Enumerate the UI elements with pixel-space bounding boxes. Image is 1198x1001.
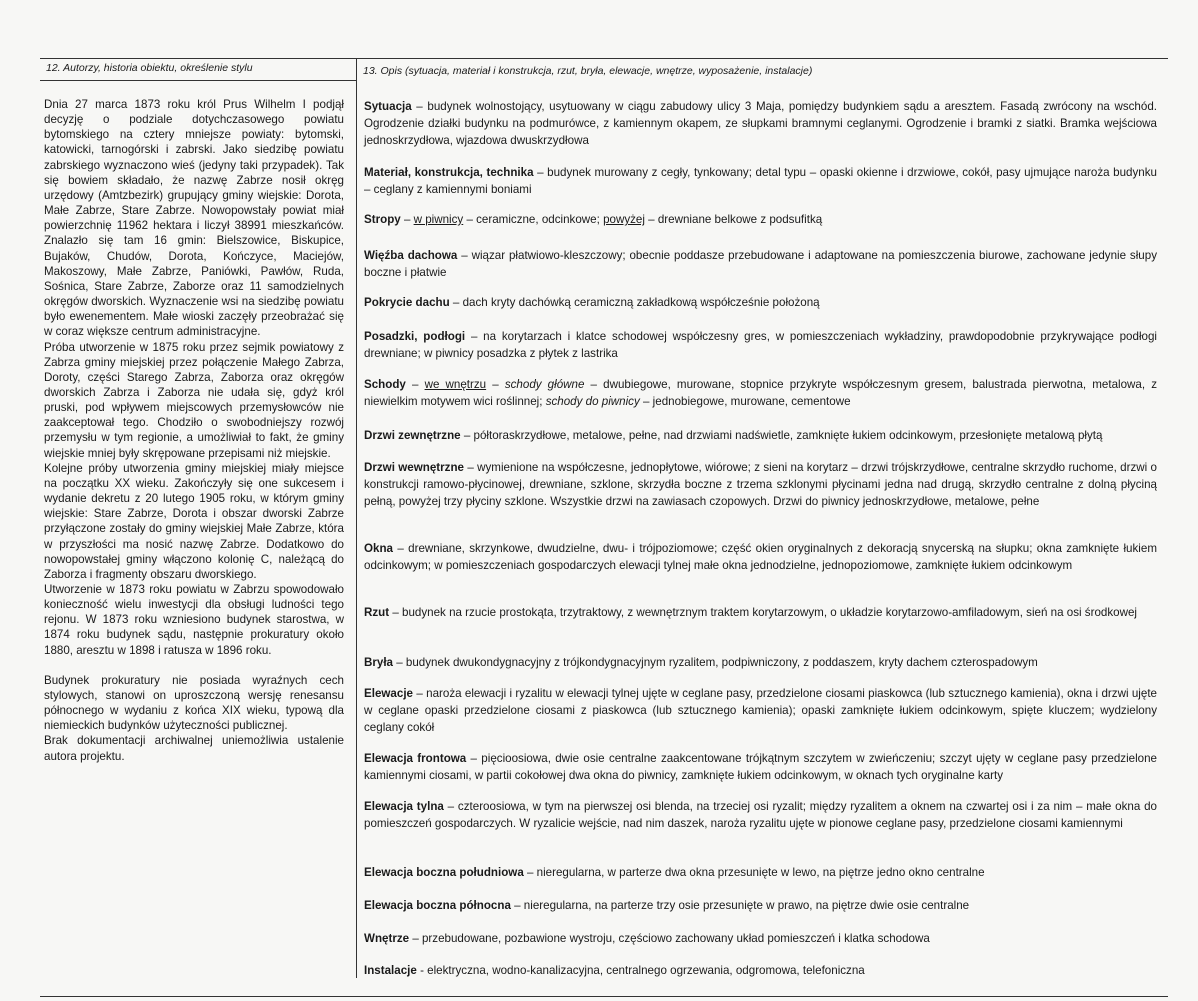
section-elewacja-tylna (364, 798, 1157, 832)
section-text: - elektryczna, wodno-kanalizacyjna, centralnego ogrzewania, odgromowa, telefoniczna (416, 964, 865, 977)
section-text: – czteroosiowa, w tym na pierwszej osi blenda, na trzeciej osi ryzalit; między ryzalitem a oknem na czwartej osi i za nim – małe okna do pomieszczeń gospodarczych. W ryzalicie wejście, nad nim daszek, naroża ryzalitu ujęte w pionowe ceglane pasy, przedzielone ciosami kamiennymi (364, 800, 1157, 830)
section-title: Rzut (364, 606, 390, 619)
section-text: – budynek dwukondygnacyjny z trójkondygnacyjnym ryzalitem, podpiwniczony, z poddaszem, kryty dachem czterospadowym (393, 656, 1038, 669)
section-rzut (364, 604, 1157, 621)
section-title: Więźba dachowa (364, 249, 458, 262)
section-title: Sytuacja (364, 100, 412, 113)
section-text: – półtoraskrzydłowe, metalowe, pełne, nad drzwiami nadświetle, zamknięte łukiem odcinkowym, przesłonięte metalową płytą (460, 429, 1103, 442)
section-text: – budynek wolnostojący, usytuowany w ciągu zabudowy ulicy 3 Maja, pomiędzy budynkiem sądu a aresztem. Fasadą zwrócony na wschód. Ogrodzenie działki budynku na podmurówce, z kamiennym okapem, ze słupkami bramnymi ceglanymi. Ogrodzenie i bramki z siatki. Bramka wejściowa jednoskrzydłowa, wjazdowa dwuskrzydłowa (364, 100, 1157, 147)
section-wiezba (364, 247, 1157, 281)
bottom-border (40, 996, 1168, 997)
section-title: Wnętrze (364, 932, 410, 945)
section-text: – przebudowane, pozbawione wystroju, częściowo zachowany układ pomieszczeń i klatka schodowa (409, 932, 930, 945)
section-title: Drzwi zewnętrzne (364, 429, 461, 442)
section-title: Elewacja boczna południowa (364, 866, 524, 879)
section-stropy: Stropy – w piwnicy – ceramiczne, odcinkowe; powyżej – drewniane belkowe z podsufitką (364, 213, 823, 226)
section-text: – wiązar płatwiowo-kleszczowy; obecnie poddasze przebudowane i adaptowane na pomieszczenia biurowe, zachowane jedynie słupy boczne i płatwie (364, 249, 1157, 279)
section-title: Posadzki, podłogi (364, 330, 466, 343)
section-title: Materiał, konstrukcja, technika (364, 166, 534, 179)
column-divider (356, 58, 357, 978)
section-material (364, 164, 1157, 198)
section-title: Okna (364, 542, 393, 555)
author-paragraph: Brak dokumentacji archiwalnej uniemożliwia ustalenie autora projektu. (44, 734, 344, 763)
section-title: Drzwi wewnętrzne (364, 461, 464, 474)
section-text: – nieregularna, na parterze trzy osie przesunięte w prawo, na piętrze dwie osie centralne (510, 899, 970, 912)
section-sytuacja (364, 98, 1157, 149)
history-paragraph: Kolejne próby utworzenia gminy miejskiej miały miejsce na początku XX wieku. Zakończyły się one sukcesem i wydanie dekretu z 20 lutego 1905 roku, w którym gminy wiejskie: Stare Zabrze, Dorota i obszar dworski Zabrze przyłączone zostały do gminy wiejskiej Małe Zabrze, która w przyszłości ma nosić nazwę Zabrze. Dodatkowo do nowopowstałej gminy włączono kolonię C, należącą do Zaborza i fragmenty obszaru dworskiego. (44, 461, 344, 581)
section-text: – na korytarzach i klatce schodowej współczesny gres, w pomieszczeniach wykładziny, prawdopodobnie przykrywające podłogi drewniane; w piwnicy posadzka z płytek z lastrika (364, 330, 1157, 360)
section-title: Pokrycie dachu (364, 296, 450, 309)
section-title: Elewacje (364, 687, 413, 700)
section-title: Stropy (364, 213, 401, 226)
section-posadzki (364, 328, 1157, 362)
history-paragraph: Próba utworzenie w 1875 roku przez sejmik powiatowy z Zabrza gminy miejskiej przez połączenie Małego Zabrza, Doroty, części Starego Zabrza, Zaborza oraz okręgów dworskich Zabrza i Zaborza nie udała się, gdyż król pruski, pod wpływem miejscowych przemysłowców nie zaakceptował tego. Chodziło o swobodniejszy rozwój przemysłu w tym regionie, a umożliwiał to fakt, że gminy wiejskie mniej były skrępowane przepisami niż miejskie. (44, 340, 344, 460)
section-text: – dach kryty dachówką ceramiczną zakładkową współcześnie położoną (449, 296, 820, 309)
history-paragraph: Dnia 27 marca 1873 roku król Prus Wilhelm I podjął decyzję o podziale dotychczasowego powiatu bytomskiego na cztery mniejsze powiaty: bytomski, katowicki, tarnogórski i zabrski. Jako siedzibę powiatu zabrskiego wyznaczono wieś (jedyny taki przypadek). Tak się bowiem składało, że nazwę Zabrze nosił okręg urzędowy (Amtzbezirk) grupujący gminy wiejskie: Dorota, Małe Zabrze, Stare Zabrze. Nowopowstały powiat miał powierzchnię 11962 hektara i liczył 38991 mieszkańców. Znalazło się tam 16 gmin: Bielszowice, Biskupice, Bujaków, Chudów, Dorota, Kończyce, Maciejów, Makoszowy, Małe Zabrze, Paniówki, Pawłów, Ruda, Sośnica, Stare Zabrze, Zaborze oraz 11 samodzielnych okręgów dworskich. Wyznaczenie wsi na siedzibę powiatu było ewenementem. Małe wioski zaczęły przeobrażać się w coraz większe centrum administracyjne. (44, 98, 344, 339)
section-text: – pięcioosiowa, dwie osie centralne zaakcentowane trójkątnym szczytem w zwieńczeniu; szczyt ujęty w ceglane pasy przedzielone kamiennymi ciosami, w partii cokołowej dwa okna do piwnicy, zamknięte łukiem odcinkowym, w oknach tych oryginalne karty (364, 752, 1158, 782)
section-schody: Schody – we wnętrzu – schody główne – dwubiegowe, murowane, stopnice przykryte współczesnym gresem, balustrada pierwotna, metalowa, z niewielkim motywem wici roślinnej; schody do piwnicy – jednobiegowe, murowane, cementowe (364, 378, 1158, 408)
history-body (40, 97, 356, 764)
history-column (40, 58, 356, 764)
section-title: Instalacje (364, 964, 417, 977)
section-elewacja-polnocna (364, 897, 1157, 914)
section-title: Elewacja boczna północna (364, 899, 511, 912)
section-title: Bryła (364, 656, 394, 669)
section-title: Elewacja frontowa (364, 752, 467, 765)
description-heading: 13. Opis (sytuacja, materiał i konstrukcja, rzut, bryła, elewacje, wnętrze, wyposażenie, instalacje) (363, 65, 813, 77)
section-text: – wymienione na współczesne, jednopłytowe, wiórowe; z sieni na korytarz – drzwi trójskrzydłowe, centralne skrzydło ruchome, drzwi o konstrukcji ramowo-płycinowej, drewniane, szklone, skrzydła boczne z trzema szklonymi płycinami jedna nad drugą, skrzydło centralne z dolną płyciną pełną, powyżej trzy płyciny szklone. Wszystkie drzwi na zawiasach czopowych. Drzwi do piwnicy jednoskrzydłowe, metalowe, pełne (364, 461, 1157, 508)
history-heading: 12. Autorzy, historia obiektu, określenie stylu (40, 58, 356, 81)
history-paragraph: Utworzenie w 1873 roku powiatu w Zabrzu spowodowało konieczność wielu inwestycji dla obsługi ludności tego rejonu. W 1873 roku wzniesiono budynek starostwa, w 1874 roku budynek sądu, następnie prokuratury około 1880, aresztu w 1898 i ratusza w 1896 roku. (44, 583, 344, 657)
section-bryla (364, 654, 1157, 671)
section-elewacja-frontowa (364, 750, 1157, 784)
section-elewacja-poludniowa (364, 864, 1157, 881)
section-pokrycie (364, 294, 1157, 311)
section-instalacje (364, 962, 1157, 979)
description-column (357, 58, 1167, 977)
section-wnetrze (364, 930, 1157, 947)
section-text: – budynek murowany z cegły, tynkowany; detal typu – opaski okienne i drzwiowe, cokół, pasy ujmujące naroża budynku – ceglany z kamiennymi boniami (364, 166, 1157, 196)
section-drzwi-wewnetrzne (364, 459, 1157, 510)
section-title: Elewacja tylna (364, 800, 444, 813)
section-text: – drewniane, skrzynkowe, dwudzielne, dwu- i trójpoziomowe; część okien oryginalnych z dekoracją snycerską na słupku; okna zamknięte łukiem odcinkowym; w pomieszczeniach gospodarczych elewacji tylnej małe okna jednodzielne, jednopoziomowe, zamknięte łukiem odcinkowym (364, 542, 1157, 572)
section-text: – naroża elewacji i ryzalitu w elewacji tylnej ujęte w ceglane pasy, przedzielone ciosami piaskowca (lub sztucznego kamienia), okna i drzwi ujęte w ceglane opaski przedzielone ciosami z piaskowca (lub sztucznego kamienia); opaski zamknięte łukiem odcinkowym, spięte kluczem; wydzielony ceglany cokół (364, 687, 1157, 734)
style-paragraph: Budynek prokuratury nie posiada wyraźnych cech stylowych, stanowi on uproszczoną wersję renesansu północnego w wydaniu z końca XIX wieku, typową dla niemieckich budynków użyteczności publicznej. (44, 673, 344, 733)
section-title: Schody (364, 378, 406, 391)
section-text: – nieregularna, w parterze dwa okna przesunięte w lewo, na piętrze jedno okno centralne (523, 866, 985, 879)
section-text: – budynek na rzucie prostokąta, trzytraktowy, z wewnętrznym traktem korytarzowym, o układzie korytarzowo-amfiladowym, sień na osi środkowej (389, 606, 1137, 619)
section-elewacje (364, 685, 1157, 736)
section-drzwi-zewnetrzne (364, 427, 1157, 444)
section-okna (364, 540, 1157, 574)
